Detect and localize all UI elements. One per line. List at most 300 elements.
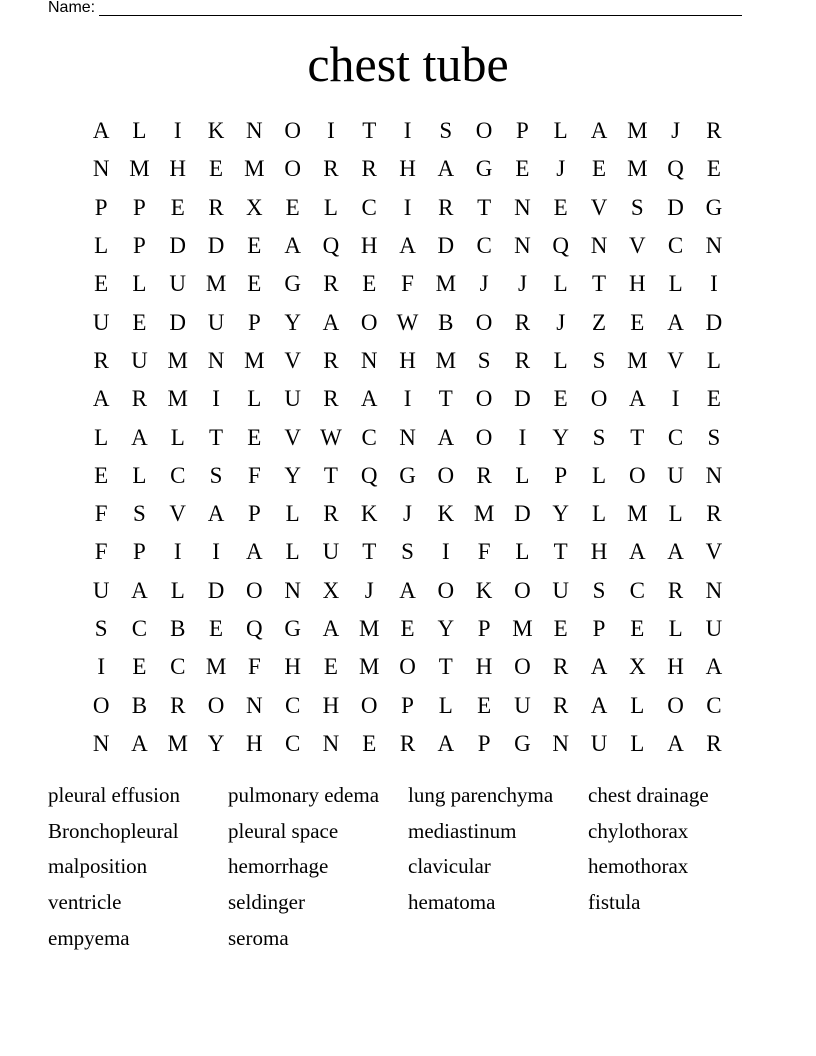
grid-letter: S — [592, 577, 606, 603]
grid-letter: T — [438, 386, 453, 412]
grid-letter: V — [284, 347, 301, 373]
grid-letter: P — [247, 309, 261, 335]
grid-letter: R — [399, 730, 416, 756]
grid-letter: H — [284, 654, 301, 680]
word-list-item: malposition — [48, 854, 148, 879]
grid-letter: N — [92, 156, 110, 182]
grid-letter: J — [671, 118, 681, 144]
grid-letter: A — [131, 730, 148, 756]
grid-letter: N — [360, 347, 378, 373]
grid-letter: P — [516, 118, 529, 144]
grid-letter: S — [592, 347, 606, 373]
grid-letter: S — [439, 118, 453, 144]
grid-letter: M — [205, 271, 227, 297]
grid-letter: M — [205, 654, 227, 680]
grid-letter: O — [246, 577, 263, 603]
grid-letter: M — [627, 501, 648, 527]
grid-letter: U — [322, 539, 340, 565]
word-list-item: clavicular — [408, 854, 491, 879]
grid-letter: R — [706, 501, 722, 527]
grid-letter: O — [437, 462, 455, 488]
word-list-item: hemorrhage — [228, 854, 329, 879]
grid-letter: A — [628, 539, 646, 565]
word-list-item: pulmonary edema — [228, 783, 380, 807]
grid-letter: P — [401, 692, 414, 718]
grid-letter: N — [207, 347, 225, 373]
grid-letter: E — [630, 616, 645, 641]
grid-letter: M — [435, 271, 457, 297]
grid-letter: U — [705, 616, 723, 641]
grid-letter: L — [438, 692, 453, 718]
grid-row — [82, 342, 733, 380]
grid-letter: G — [705, 194, 723, 220]
grid-letter: U — [92, 577, 110, 603]
grid-letter: Y — [284, 462, 301, 488]
grid-letter: L — [553, 271, 568, 297]
grid-letter: A — [628, 386, 646, 412]
grid-letter: C — [284, 730, 301, 756]
grid-letter: P — [247, 501, 261, 527]
grid-letter: N — [705, 577, 723, 603]
grid-letter: L — [668, 271, 683, 297]
grid-letter: A — [667, 730, 684, 756]
grid-letter: A — [246, 539, 263, 565]
grid-letter: E — [400, 616, 415, 641]
grid-letter: H — [169, 156, 187, 182]
grid-letter: O — [628, 462, 646, 488]
grid-letter: N — [284, 577, 301, 603]
grid-letter: D — [207, 577, 225, 603]
grid-letter: E — [553, 616, 568, 641]
grid-letter: J — [517, 271, 527, 297]
grid-letter: A — [590, 692, 608, 718]
grid-letter: L — [94, 233, 109, 259]
grid-letter: R — [706, 118, 722, 144]
grid-letter: M — [167, 386, 188, 412]
grid-letter: A — [590, 118, 608, 144]
grid-letter: O — [92, 692, 110, 718]
grid-letter: E — [247, 271, 262, 297]
grid-letter: P — [554, 462, 568, 488]
grid-letter: O — [475, 309, 493, 335]
grid-letter: E — [170, 194, 185, 220]
grid-letter: H — [399, 347, 416, 373]
grid-letter: T — [209, 424, 224, 450]
grid-letter: A — [360, 386, 378, 412]
word-list — [48, 778, 768, 956]
grid-letter: V — [169, 501, 187, 527]
grid-row — [82, 648, 733, 686]
name-field — [48, 0, 742, 16]
grid-letter: Q — [322, 233, 340, 259]
grid-letter: V — [628, 233, 646, 259]
grid-letter: Y — [284, 309, 301, 335]
grid-letter: E — [94, 462, 109, 488]
grid-letter: N — [399, 424, 416, 450]
grid-letter: R — [667, 577, 684, 603]
grid-letter: I — [671, 386, 680, 412]
grid-letter: C — [706, 692, 722, 718]
grid-letter: E — [706, 156, 721, 182]
grid-letter: M — [359, 616, 380, 641]
grid-letter: E — [630, 309, 645, 335]
grid-letter: P — [133, 539, 146, 565]
word-list-item: lung parenchyma — [408, 783, 554, 807]
grid-letter: E — [132, 309, 147, 335]
grid-letter: U — [169, 271, 187, 297]
grid-letter: I — [212, 386, 220, 412]
grid-letter: R — [323, 156, 339, 182]
grid-letter: R — [553, 654, 569, 680]
grid-letter: L — [591, 501, 607, 527]
grid-letter: M — [627, 156, 648, 182]
grid-letter: V — [705, 539, 723, 565]
grid-row — [82, 533, 733, 571]
grid-letter: N — [246, 692, 263, 718]
grid-letter: A — [437, 424, 455, 450]
grid-letter: L — [668, 501, 683, 527]
grid-letter: W — [396, 309, 419, 335]
grid-letter: C — [629, 577, 645, 603]
grid-letter: H — [667, 654, 684, 680]
grid-letter: E — [247, 424, 262, 450]
grid-letter: O — [667, 692, 684, 718]
grid-letter: E — [362, 730, 377, 756]
grid-letter: A — [92, 386, 110, 412]
grid-letter: T — [630, 424, 645, 450]
grid-letter: O — [399, 654, 416, 680]
grid-letter: X — [628, 654, 646, 680]
word-list-item: pleural effusion — [48, 783, 180, 807]
grid-letter: L — [591, 462, 607, 488]
grid-letter: P — [94, 194, 108, 220]
grid-letter: R — [476, 462, 492, 488]
grid-letter: J — [479, 271, 489, 297]
grid-letter: A — [131, 577, 148, 603]
grid-letter: T — [553, 539, 568, 565]
grid-letter: L — [553, 347, 568, 373]
grid-letter: E — [132, 654, 147, 680]
grid-letter: K — [207, 118, 225, 144]
grid-letter: D — [667, 194, 684, 220]
grid-letter: B — [170, 616, 186, 641]
grid-letter: C — [361, 194, 377, 220]
grid-letter: O — [360, 692, 378, 718]
grid-letter: L — [515, 539, 530, 565]
grid-letter: N — [322, 730, 340, 756]
grid-letter: O — [475, 424, 493, 450]
grid-letter: N — [590, 233, 608, 259]
grid-letter: E — [285, 194, 300, 220]
grid-row — [82, 686, 733, 724]
grid-letter: T — [591, 271, 607, 297]
grid-letter: E — [209, 616, 224, 641]
grid-letter: A — [131, 424, 148, 450]
grid-letter: R — [553, 692, 569, 718]
grid-letter: A — [284, 233, 301, 259]
grid-letter: J — [403, 501, 412, 527]
grid-letter: S — [477, 347, 491, 373]
grid-letter: C — [476, 233, 492, 259]
word-list-item: empyema — [48, 925, 130, 950]
grid-letter: M — [359, 654, 380, 680]
grid-letter: O — [284, 118, 301, 144]
grid-letter: W — [320, 424, 342, 450]
grid-row — [82, 150, 733, 188]
grid-letter: O — [360, 309, 378, 335]
grid-letter: A — [322, 309, 340, 335]
grid-row — [82, 189, 733, 227]
name-label: Name: — [48, 0, 96, 16]
grid-letter: Q — [360, 462, 378, 488]
grid-letter: K — [360, 501, 378, 527]
grid-letter: Y — [552, 424, 570, 450]
grid-letter: I — [518, 424, 527, 450]
grid-letter: G — [399, 462, 416, 488]
grid-letter: B — [131, 692, 148, 718]
grid-letter: U — [552, 577, 570, 603]
grid-letter: O — [514, 577, 531, 603]
grid-letter: T — [323, 462, 338, 488]
grid-letter: U — [514, 692, 531, 718]
grid-letter: P — [133, 194, 146, 220]
grid-letter: M — [167, 347, 188, 373]
grid-letter: O — [590, 386, 608, 412]
grid-letter: I — [710, 271, 718, 297]
grid-letter: D — [514, 386, 531, 412]
grid-letter: L — [630, 730, 645, 756]
grid-letter: I — [327, 118, 335, 144]
grid-letter: A — [399, 577, 416, 603]
grid-letter: L — [132, 118, 147, 144]
grid-letter: E — [553, 194, 568, 220]
grid-letter: I — [403, 194, 412, 220]
grid-letter: K — [437, 501, 455, 527]
grid-letter: E — [591, 156, 607, 182]
grid-letter: A — [399, 233, 416, 259]
grid-letter: Q — [246, 616, 263, 641]
grid-letter: X — [322, 577, 340, 603]
grid-letter: Y — [207, 730, 225, 756]
word-list-item: hematoma — [408, 890, 496, 915]
grid-letter: A — [667, 539, 684, 565]
grid-letter: E — [209, 156, 224, 182]
grid-letter: I — [173, 118, 182, 144]
grid-letter: L — [170, 577, 185, 603]
grid-letter: U — [207, 309, 225, 335]
grid-letter: T — [362, 539, 377, 565]
grid-letter: M — [129, 156, 150, 182]
grid-letter: F — [247, 462, 261, 488]
grid-letter: O — [475, 118, 493, 144]
grid-letter: O — [284, 156, 301, 182]
grid-letter: Q — [667, 156, 684, 182]
grid-letter: H — [322, 692, 340, 718]
grid-letter: U — [590, 730, 608, 756]
grid-letter: F — [94, 539, 108, 565]
grid-letter: T — [477, 194, 492, 220]
grid-letter: C — [170, 654, 186, 680]
grid-letter: J — [556, 156, 566, 182]
grid-letter: N — [705, 462, 723, 488]
grid-letter: M — [627, 347, 648, 373]
grid-letter: G — [284, 271, 301, 297]
grid-letter: A — [590, 654, 608, 680]
grid-letter: J — [556, 309, 566, 335]
grid-letter: O — [475, 386, 493, 412]
grid-letter: G — [284, 616, 301, 641]
grid-letter: B — [438, 309, 454, 335]
grid-row — [82, 265, 733, 303]
grid-letter: O — [207, 692, 225, 718]
grid-letter: R — [323, 347, 339, 373]
grid-letter: H — [590, 539, 608, 565]
grid-letter: R — [706, 730, 722, 756]
grid-letter: I — [441, 539, 450, 565]
grid-letter: X — [246, 194, 263, 220]
grid-letter: A — [92, 118, 110, 144]
grid-letter: I — [212, 539, 220, 565]
grid-letter: E — [323, 654, 338, 680]
grid-letter: Y — [552, 501, 570, 527]
grid-letter: A — [322, 616, 340, 641]
grid-letter: A — [207, 501, 225, 527]
grid-row — [82, 380, 733, 418]
grid-letter: D — [514, 501, 531, 527]
grid-letter: N — [514, 194, 531, 220]
grid-letter: M — [627, 118, 648, 144]
grid-letter: R — [170, 692, 186, 718]
grid-letter: P — [477, 616, 491, 641]
grid-letter: H — [475, 654, 493, 680]
word-list-item: chylothorax — [588, 818, 689, 843]
grid-letter: S — [401, 539, 414, 565]
grid-letter: E — [362, 271, 377, 297]
grid-letter: O — [437, 577, 455, 603]
grid-letter: U — [667, 462, 684, 488]
grid-letter: J — [364, 577, 374, 603]
grid-letter: K — [475, 577, 493, 603]
grid-letter: F — [247, 654, 261, 680]
grid-letter: D — [437, 233, 455, 259]
grid-row — [82, 112, 733, 150]
page-title: chest tube — [307, 36, 509, 92]
grid-letter: F — [401, 271, 414, 297]
grid-letter: R — [323, 501, 339, 527]
grid-row — [82, 725, 733, 763]
grid-letter: H — [246, 730, 263, 756]
grid-letter: F — [477, 539, 491, 565]
grid-letter: R — [514, 347, 531, 373]
grid-letter: G — [514, 730, 531, 756]
grid-letter: D — [705, 309, 723, 335]
grid-letter: R — [323, 386, 339, 412]
grid-row — [82, 227, 733, 265]
grid-letter: R — [93, 347, 109, 373]
grid-letter: F — [94, 501, 108, 527]
grid-letter: A — [667, 309, 684, 335]
grid-letter: E — [477, 692, 492, 718]
grid-letter: D — [169, 309, 187, 335]
grid-letter: U — [284, 386, 301, 412]
grid-letter: H — [628, 271, 646, 297]
grid-letter: D — [207, 233, 225, 259]
grid-letter: E — [553, 386, 568, 412]
grid-row — [82, 495, 733, 533]
grid-letter: C — [131, 616, 148, 641]
grid-letter: M — [512, 616, 533, 641]
word-list-item: chest drainage — [588, 783, 709, 807]
grid-letter: I — [97, 654, 105, 680]
grid-letter: I — [403, 118, 412, 144]
grid-letter: P — [592, 616, 606, 641]
word-list-item: seroma — [228, 925, 289, 950]
grid-letter: O — [514, 654, 531, 680]
grid-letter: C — [667, 424, 684, 450]
grid-letter: T — [438, 654, 453, 680]
grid-letter: N — [552, 730, 570, 756]
grid-letter: V — [667, 347, 684, 373]
grid-letter: M — [435, 347, 457, 373]
word-list-item: ventricle — [48, 890, 122, 915]
grid-letter: E — [515, 156, 530, 182]
grid-row — [82, 457, 733, 495]
grid-letter: D — [169, 233, 187, 259]
grid-letter: L — [630, 692, 645, 718]
grid-letter: Q — [552, 233, 570, 259]
grid-letter: L — [94, 424, 109, 450]
grid-letter: E — [94, 271, 109, 297]
grid-letter: C — [361, 424, 377, 450]
grid-letter: L — [515, 462, 530, 488]
grid-letter: Y — [437, 616, 455, 641]
grid-letter: I — [173, 539, 182, 565]
grid-letter: V — [590, 194, 608, 220]
grid-letter: V — [284, 424, 301, 450]
word-list-item: fistula — [588, 890, 641, 915]
grid-letter: C — [170, 462, 186, 488]
grid-letter: S — [209, 462, 223, 488]
grid-letter: E — [247, 233, 262, 259]
grid-letter: R — [361, 156, 377, 182]
word-search-grid — [82, 112, 733, 763]
grid-letter: L — [170, 424, 185, 450]
grid-letter: C — [284, 692, 301, 718]
grid-letter: U — [131, 347, 148, 373]
grid-letter: M — [473, 501, 495, 527]
grid-letter: L — [668, 616, 683, 641]
grid-letter: S — [630, 194, 644, 220]
grid-letter: N — [246, 118, 263, 144]
grid-letter: L — [285, 501, 300, 527]
grid-letter: R — [514, 309, 531, 335]
grid-letter: H — [360, 233, 378, 259]
grid-letter: M — [167, 730, 188, 756]
grid-letter: R — [323, 271, 339, 297]
grid-row — [82, 572, 733, 610]
grid-letter: S — [592, 424, 606, 450]
grid-letter: L — [132, 462, 147, 488]
grid-letter: L — [553, 118, 568, 144]
grid-letter: T — [362, 118, 377, 144]
grid-letter: I — [403, 386, 412, 412]
grid-letter: M — [244, 156, 265, 182]
grid-letter: S — [133, 501, 146, 527]
grid-letter: S — [94, 616, 108, 641]
grid-letter: N — [705, 233, 723, 259]
grid-letter: H — [399, 156, 416, 182]
grid-letter: P — [477, 730, 491, 756]
